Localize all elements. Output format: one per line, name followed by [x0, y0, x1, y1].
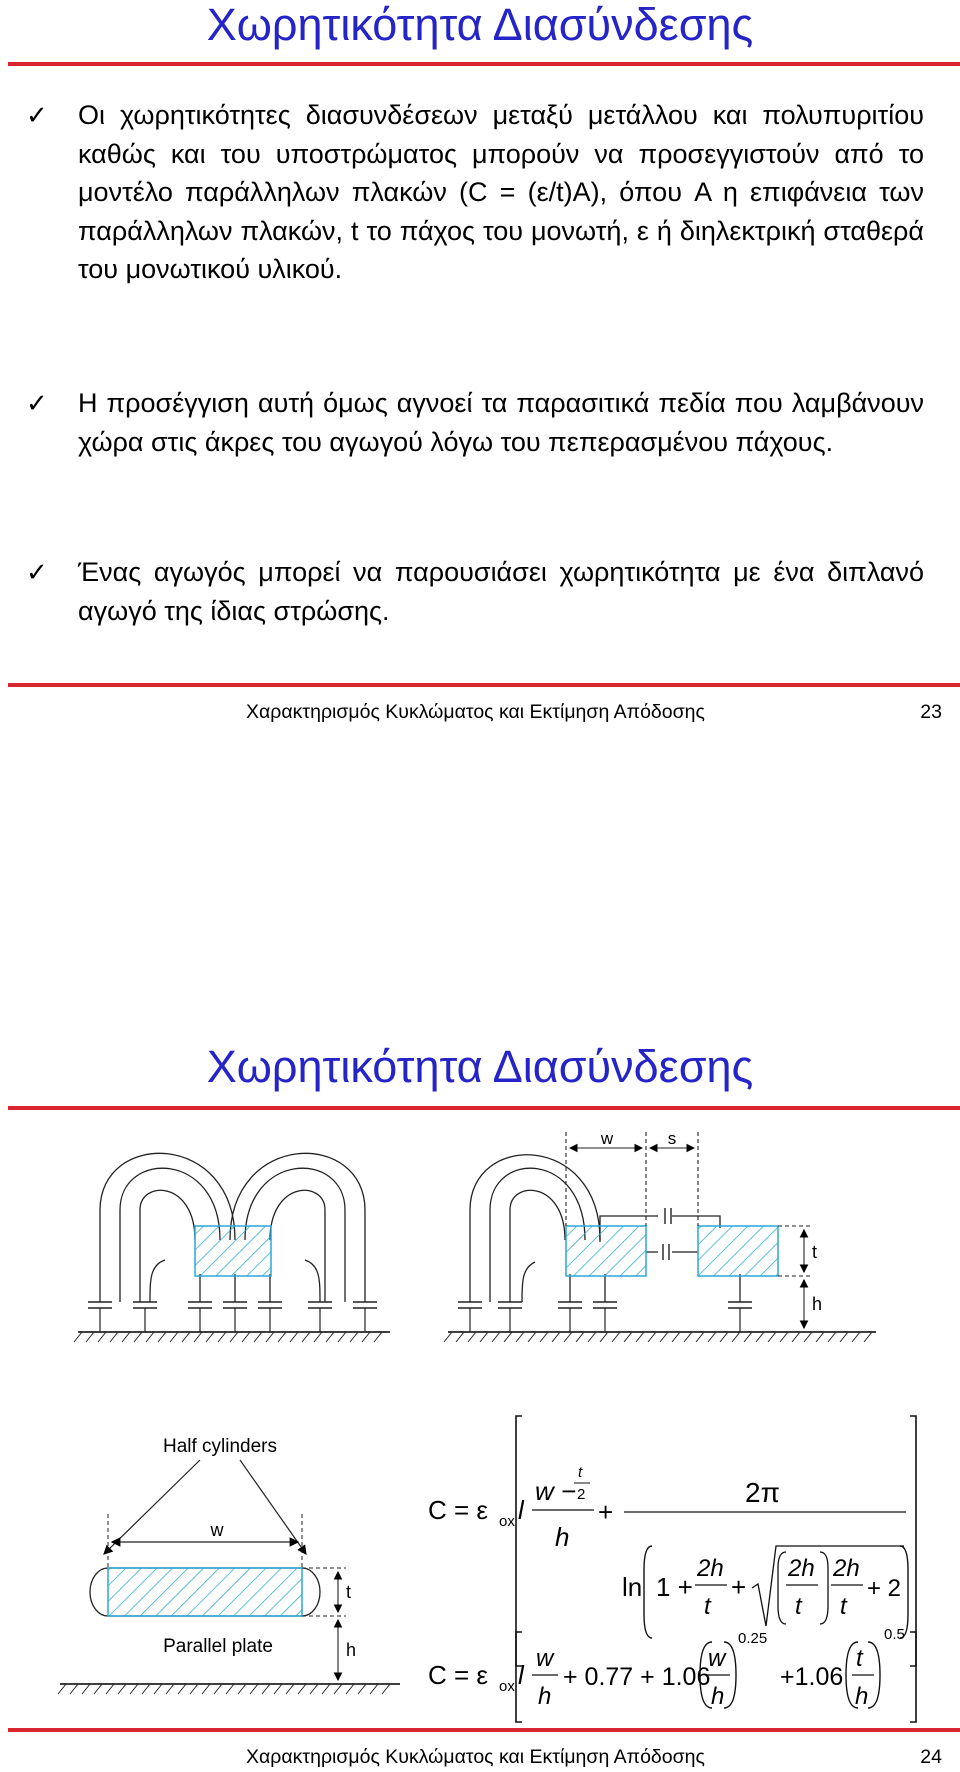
- f1-one-plus: 1 +: [656, 1572, 693, 1602]
- slide-title: Χωρητικότητα Διασύνδεσης: [206, 0, 754, 50]
- bullet-text: Οι χωρητικότητες διασυνδέσεων μεταξύ μετάλλου και πολυπυριτίου καθώς και του υποστρώματος μπορούν να προσεγγιστούν από το μοντέλο παράλληλων πλακών (C = (ε/t)A), όπου A η επιφάνεια των παράλληλων πλακών, t το πάχος του μονωτή, ε ή διηλεκτρική σταθερά του μονωτικού υλικού.: [78, 100, 924, 284]
- check-icon: ✓: [26, 100, 48, 130]
- slide-24: [0, 1040, 960, 1772]
- f2-l: l: [518, 1660, 524, 1690]
- label-t: t: [812, 1242, 818, 1262]
- f2-h: h: [538, 1683, 552, 1710]
- f2-sub: ox: [499, 1678, 515, 1695]
- slide-23: [0, 0, 960, 740]
- f1-2h-c: 2h: [833, 1555, 860, 1582]
- f2-h2: h: [711, 1683, 725, 1710]
- f1-plus: +: [598, 1497, 614, 1527]
- title-rule: [8, 62, 960, 66]
- f1-l: l: [518, 1495, 524, 1525]
- label-w: w: [600, 1129, 614, 1148]
- f1-den-h: h: [555, 1522, 570, 1552]
- f2-w: w: [536, 1645, 554, 1672]
- f1-2h-a: 2h: [697, 1555, 724, 1582]
- label-half-cylinders: Half cylinders: [162, 1436, 278, 1457]
- check-icon: ✓: [26, 557, 48, 587]
- fringe-field-figure: [74, 1153, 390, 1342]
- footer-rule: [8, 1728, 960, 1732]
- f2-exp2: 0.5: [884, 1626, 905, 1643]
- f1-t-c: t: [840, 1593, 847, 1620]
- f1-2h-b: 2h: [788, 1555, 815, 1582]
- label-s: s: [667, 1129, 677, 1148]
- page-number: 24: [920, 1746, 942, 1768]
- f1-t-b: t: [795, 1593, 802, 1620]
- f1-sub: ox: [499, 1513, 515, 1530]
- f2-t: t: [856, 1645, 863, 1672]
- check-icon: ✓: [26, 388, 48, 418]
- f1-t-small: t: [578, 1464, 583, 1481]
- footer-title: Χαρακτηρισμός Κυκλώματος και Εκτίμηση Απόδοσης: [246, 1746, 705, 1768]
- f1-plus-two: + 2: [867, 1575, 902, 1602]
- capacitor-icons: [88, 1302, 377, 1308]
- f1-num: w −: [535, 1476, 577, 1506]
- slide-title: Χωρητικότητα Διασύνδεσης: [206, 1041, 754, 1092]
- f2-h3: h: [855, 1683, 869, 1710]
- f1-plus-b: +: [731, 1572, 747, 1602]
- page-number: 23: [920, 701, 942, 723]
- f1-ln: ln: [622, 1572, 643, 1602]
- bullet-text: Ένας αγωγός μπορεί να παρουσιάσει χωρητικότητα με ένα διπλανό αγωγό της ίδιας στρώσης.: [78, 557, 924, 626]
- f2-lhs: C = ε: [428, 1660, 488, 1690]
- label-h: h: [812, 1294, 823, 1314]
- f1-t-a: t: [704, 1593, 711, 1620]
- label-h-bottom: h: [346, 1640, 357, 1660]
- formula-1: [428, 1416, 916, 1666]
- f1-two-small: 2: [577, 1486, 586, 1503]
- label-parallel-plate: Parallel plate: [163, 1636, 273, 1657]
- label-t-bottom: t: [346, 1582, 352, 1602]
- footer-title: Χαρακτηρισμός Κυκλώματος και Εκτίμηση Απόδοσης: [246, 701, 705, 723]
- footer-rule: [8, 683, 960, 687]
- f1-lhs: C = ε: [428, 1495, 488, 1525]
- capacitance-figures: [0, 1040, 960, 1772]
- f1-two-pi: 2π: [745, 1477, 780, 1508]
- formula-2: [428, 1626, 916, 1722]
- bullet-text: Η προσέγγιση αυτή όμως αγνοεί τα παρασιτικά πεδία που λαμβάνουν χώρα στις άκρες του αγωγού λόγω του πεπερασμένου πάχους.: [78, 388, 924, 457]
- f2-exp1: 0.25: [738, 1630, 768, 1647]
- label-w-bottom: w: [210, 1520, 224, 1540]
- f2-w2: w: [708, 1645, 726, 1672]
- f2-c2: +1.06: [780, 1663, 844, 1691]
- f2-c1: + 0.77 + 1.06: [563, 1663, 711, 1691]
